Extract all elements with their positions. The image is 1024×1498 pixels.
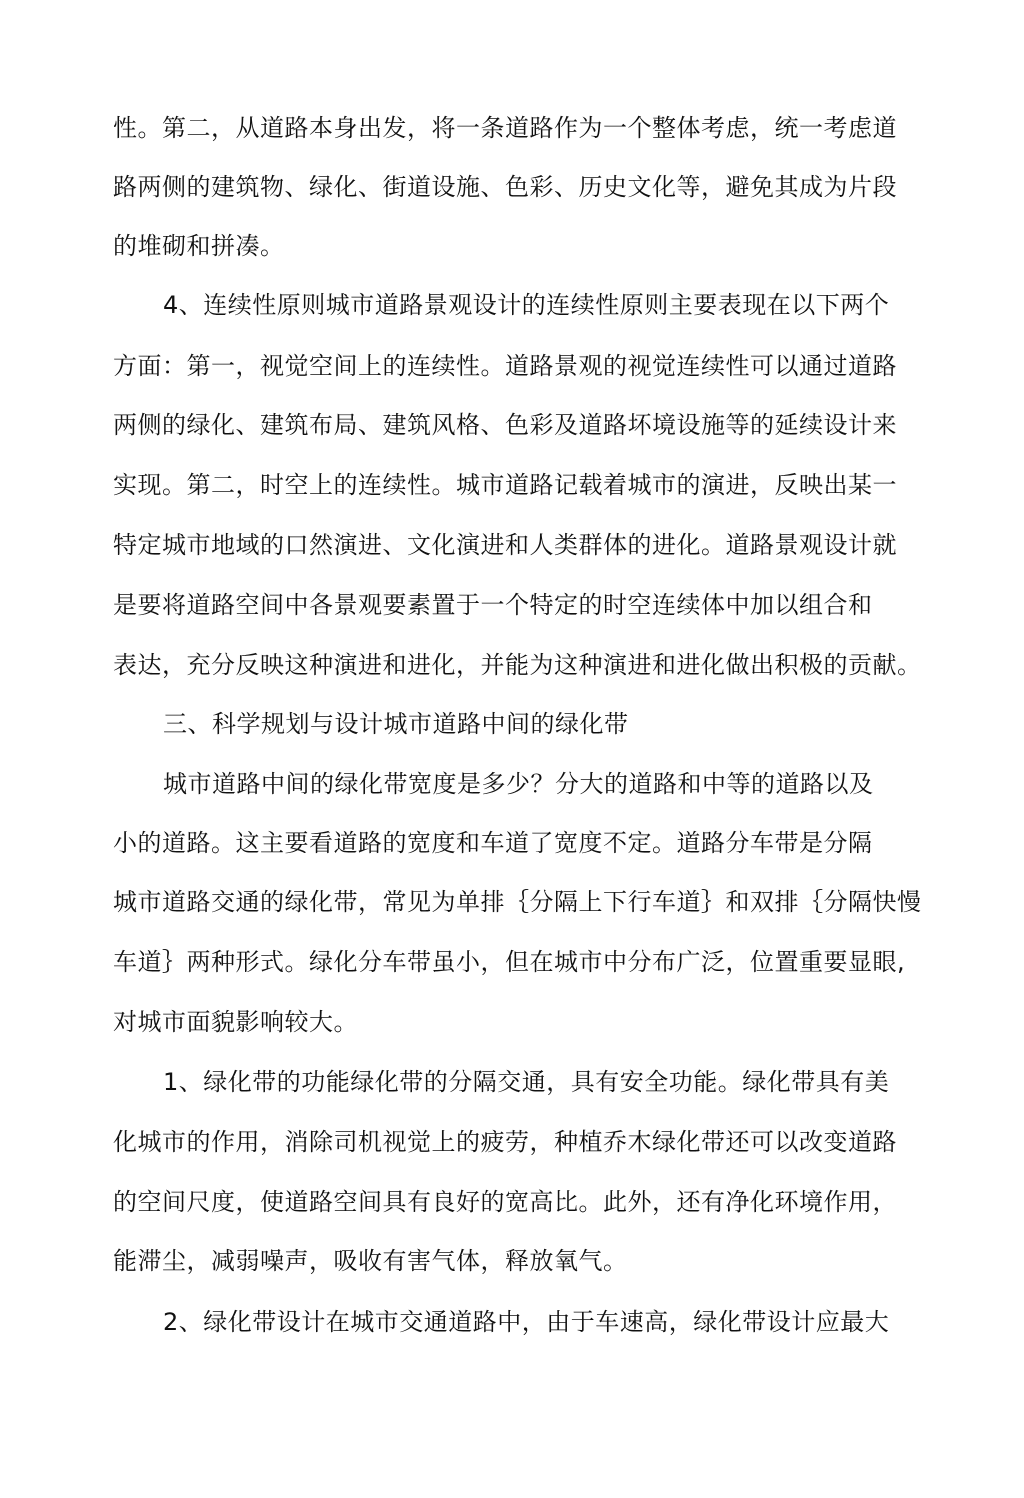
text-line-4: 4、连续性原则城市道路景观设计的连续性原则主要表现在以下两个 [163, 291, 890, 319]
text-line-1: 性。第二，从道路本身出发，将一条道路作为一个整体考虑，统一考虑道 [113, 114, 897, 142]
text-line-13: 小的道路。这主要看道路的宽度和车道了宽度不定。道路分车带是分隔 [113, 829, 873, 857]
text-line-6: 两侧的绿化、建筑布局、建筑风格、色彩及道路坏境设施等的延续设计来 [113, 411, 897, 439]
text-line-16: 对城市面貌影响较大。 [113, 1008, 358, 1036]
text-line-9: 是要将道路空间中各景观要素置于一个特定的时空连续体中加以组合和 [113, 591, 873, 619]
text-line-14: 城市道路交通的绿化带，常见为单排｛分隔上下行车道｝和双排｛分隔快慢 [113, 888, 922, 916]
text-line-19: 的空间尺度，使道路空间具有良好的宽高比。此外，还有净化环境作用， [113, 1188, 897, 1216]
text-line-15: 车道｝两种形式。绿化分车带虽小，但在城市中分布广泛，位置重要显眼, [113, 948, 906, 976]
text-line-20: 能滞尘，减弱噪声，吸收有害气体，释放氧气。 [113, 1247, 628, 1275]
text-line-21: 2、绿化带设计在城市交通道路中，由于车速高，绿化带设计应最大 [163, 1308, 890, 1336]
text-line-17: 1、绿化带的功能绿化带的分隔交通，具有安全功能。绿化带具有美 [163, 1068, 890, 1096]
text-line-12: 城市道路中间的绿化带宽度是多少？分大的道路和中等的道路以及 [163, 770, 874, 798]
text-line-3: 的堆砌和拼凑。 [113, 232, 285, 260]
text-line-2: 路两侧的建筑物、绿化、街道设施、色彩、历史文化等，避免其成为片段 [113, 173, 897, 201]
section-heading: 三、科学规划与设计城市道路中间的绿化带 [163, 710, 629, 738]
text-line-8: 特定城市地域的口然演进、文化演进和人类群体的进化。道路景观设计就 [113, 531, 897, 559]
text-line-5: 方面：第一，视觉空间上的连续性。道路景观的视觉连续性可以通过道路 [113, 352, 897, 380]
text-line-7: 实现。第二，时空上的连续性。城市道路记载着城市的演进，反映出某一 [113, 471, 897, 499]
text-line-10: 表达，充分反映这种演进和进化，并能为这种演进和进化做出积极的贡献。 [113, 651, 922, 679]
text-line-18: 化城市的作用，消除司机视觉上的疲劳，种植乔木绿化带还可以改变道路 [113, 1128, 897, 1156]
